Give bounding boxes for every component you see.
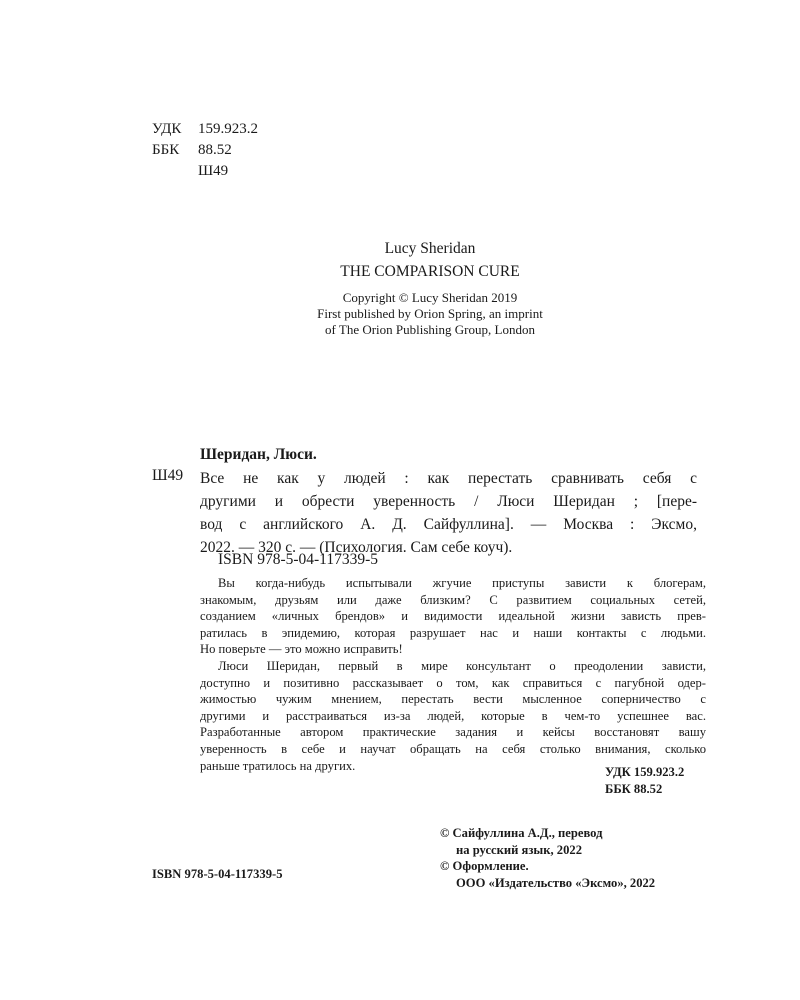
footer-classification [605, 764, 684, 797]
author-code: Ш49 [198, 163, 229, 179]
annotation-line: Разработанные автором практические задания и кейсы восстановят вашу [200, 725, 706, 740]
copyright-line: of The Orion Publishing Group, London [325, 322, 535, 337]
catalog-code: Ш49 [152, 467, 184, 484]
annotation-line: Вы когда-нибудь испытывали жгучие приступы зависти к блогерам, [218, 576, 706, 590]
annotation-line: Люси Шеридан, первый в мире консультант о преодолении зависти, [218, 658, 706, 673]
annotation-line: раньше тратилось на других. [200, 758, 356, 773]
annotation-line: знакомым, друзьям или даже близким? С развитием социальных сетей, [200, 592, 706, 607]
annotation-line: созданием «личных брендов» и видимости идеальной жизни зависть прев- [200, 609, 706, 624]
annotation-line: жимостью чужим мнением, перестать вести мысленное соперничество с [200, 692, 706, 707]
description-line: 2022. — 320 с. — (Психология. Сам себе коуч). [200, 539, 513, 556]
original-title: THE COMPARISON CURE [340, 263, 520, 280]
copyright-line: First published by Orion Spring, an imprint [317, 306, 543, 321]
footer-bbk: ББК 88.52 [605, 781, 663, 796]
annotation-line: уверенность в себе и научат обращать на себя столько внимания, сколько [200, 741, 706, 756]
footer-isbn: ISBN 978-5-04-117339-5 [152, 867, 283, 881]
description-line: Все не как у людей : как перестать сравнивать себя с [200, 470, 697, 487]
annotation-line: Но поверьте — это можно исправить! [200, 642, 403, 657]
udk-value: 159.923.2 [198, 121, 258, 137]
annotation [200, 575, 706, 774]
udk-row [152, 119, 258, 140]
copyright-line: Copyright © Lucy Sheridan 2019 [342, 290, 518, 305]
annotation-line: другими и расстраиваться из-за людей, которые в чем-то успешнее вас. [200, 708, 706, 723]
catalog-description [200, 467, 697, 559]
footer-copyright-line: © Оформление. [440, 859, 529, 874]
footer-copyright-line: © Сайфуллина А.Д., перевод [440, 826, 603, 840]
original-author: Lucy Sheridan [384, 240, 476, 257]
footer-copyright-line: ООО «Издательство «Эксмо», 2022 [456, 875, 656, 890]
original-copyright [0, 290, 800, 338]
catalog-author-heading: Шеридан, Люси. [200, 446, 317, 463]
bbk-value: 88.52 [198, 142, 232, 158]
catalog-isbn: ISBN 978-5-04-117339-5 [218, 551, 379, 568]
description-line: другими и обрести уверенность / Люси Шеридан ; [пере- [200, 493, 697, 510]
annotation-line: доступно и позитивно рассказывает о том, как справиться с пагубной одер- [200, 675, 706, 690]
classification-block [152, 119, 258, 182]
bbk-label: ББК [152, 142, 180, 158]
bbk-row [152, 140, 258, 161]
description-line: вод с английского А. Д. Сайфуллина]. — Москва : Эксмо, [200, 516, 697, 533]
footer-copyright [440, 825, 655, 891]
original-edition [0, 237, 800, 283]
footer-udk: УДК 159.923.2 [605, 765, 685, 779]
udk-label: УДК [152, 121, 182, 137]
footer-copyright-line: на русский язык, 2022 [456, 842, 582, 857]
annotation-line: ратилась в эпидемию, которая разрушает нас и наши контакты с людьми. [200, 625, 706, 640]
